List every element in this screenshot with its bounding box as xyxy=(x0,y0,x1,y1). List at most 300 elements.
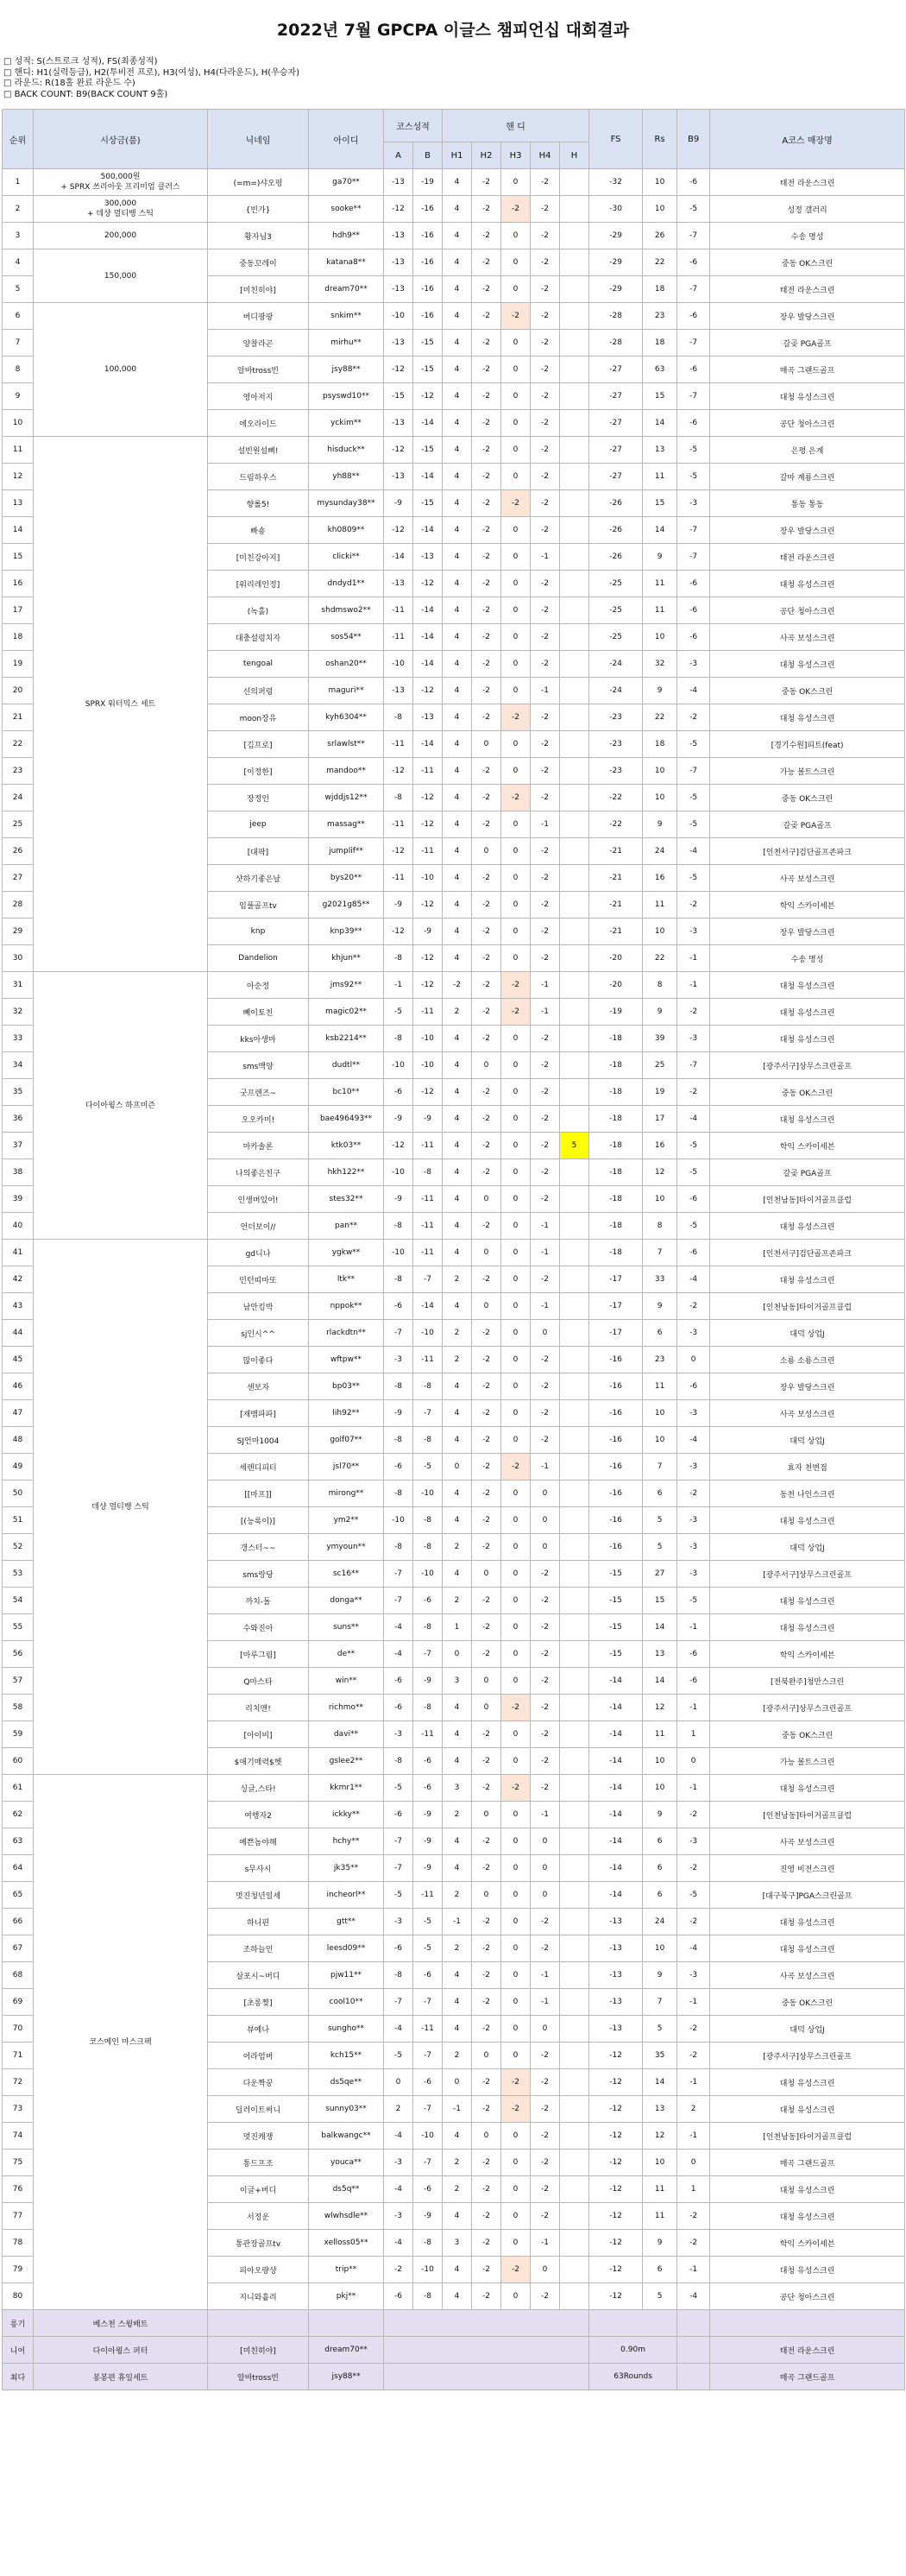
cell-h3: 0 xyxy=(501,865,531,892)
cell-b: -8 xyxy=(413,2230,443,2257)
cell-fs: -17 xyxy=(589,1293,643,1320)
award-store: 태전 라운스크린 xyxy=(710,2337,905,2364)
cell-a: -3 xyxy=(384,1721,413,1748)
cell-b: -14 xyxy=(413,624,443,651)
cell-h2: -2 xyxy=(472,1106,501,1133)
cell-fs: -20 xyxy=(589,972,643,999)
cell-h4: -2 xyxy=(531,1614,560,1641)
cell-rank: 37 xyxy=(3,1133,34,1159)
cell-nickname: 딜러이트써니 xyxy=(208,2096,309,2123)
cell-rank: 15 xyxy=(3,544,34,571)
cell-b9: -3 xyxy=(677,1828,710,1855)
cell-rank: 55 xyxy=(3,1614,34,1641)
cell-nickname: 싱글,스타! xyxy=(208,1775,309,1802)
cell-rs: 10 xyxy=(643,2150,677,2176)
cell-h3: 0 xyxy=(501,1989,531,2016)
cell-h2: -2 xyxy=(472,2016,501,2042)
cell-a: -12 xyxy=(384,357,413,383)
cell-h4: 0 xyxy=(531,1481,560,1507)
cell-h3: 0 xyxy=(501,1802,531,1828)
cell-rank: 66 xyxy=(3,1909,34,1935)
cell-h4: -2 xyxy=(531,704,560,731)
cell-fs: -27 xyxy=(589,437,643,464)
cell-fs: -13 xyxy=(589,1909,643,1935)
cell-nickname: 양찰라곤 xyxy=(208,330,309,357)
cell-store: 학익 스카이세븐 xyxy=(710,2230,905,2257)
cell-b: -11 xyxy=(413,1240,443,1266)
table-row xyxy=(3,169,905,196)
cell-h xyxy=(560,624,589,651)
cell-nickname: {빈가} xyxy=(208,196,309,223)
cell-h1: 4 xyxy=(443,1962,472,1989)
cell-fs: -15 xyxy=(589,1561,643,1588)
cell-h1: -2 xyxy=(443,972,472,999)
cell-h3: 0 xyxy=(501,1159,531,1186)
award-row xyxy=(3,2337,905,2364)
cell-fs: -23 xyxy=(589,731,643,758)
cell-nickname: kks아생마 xyxy=(208,1026,309,1052)
cell-fs: -12 xyxy=(589,2069,643,2096)
cell-h2: -2 xyxy=(472,945,501,972)
cell-a: -10 xyxy=(384,1052,413,1079)
cell-b: -14 xyxy=(413,651,443,678)
cell-h3: 0 xyxy=(501,731,531,758)
cell-h3: 0 xyxy=(501,597,531,624)
award-blank xyxy=(677,2364,710,2390)
cell-store: 학익 스카이세븐 xyxy=(710,892,905,919)
cell-nickname: 예쁜놈야해 xyxy=(208,1828,309,1855)
cell-b: -8 xyxy=(413,1507,443,1534)
cell-a: -7 xyxy=(384,1989,413,2016)
cell-h4: -1 xyxy=(531,1989,560,2016)
cell-h2: -2 xyxy=(472,1534,501,1561)
cell-a: -4 xyxy=(384,1641,413,1668)
cell-b9: -1 xyxy=(677,2257,710,2283)
cell-b: -7 xyxy=(413,1400,443,1427)
cell-fs: -16 xyxy=(589,1534,643,1561)
cell-a: -7 xyxy=(384,1561,413,1588)
cell-h4: -2 xyxy=(531,1159,560,1186)
cell-fs: -14 xyxy=(589,1775,643,1802)
cell-nickname: 언더보이// xyxy=(208,1213,309,1240)
cell-h xyxy=(560,597,589,624)
cell-a: -11 xyxy=(384,731,413,758)
cell-rs: 13 xyxy=(643,2096,677,2123)
cell-h4: 0 xyxy=(531,1320,560,1347)
cell-b9: -6 xyxy=(677,624,710,651)
cell-h1: 4 xyxy=(443,1133,472,1159)
cell-rs: 14 xyxy=(643,410,677,437)
cell-prize: 150,000 xyxy=(34,249,208,303)
cell-id: leesd09** xyxy=(309,1935,384,1962)
cell-a: -9 xyxy=(384,490,413,517)
cell-a: -9 xyxy=(384,892,413,919)
cell-h3: 0 xyxy=(501,1828,531,1855)
cell-a: -10 xyxy=(384,1159,413,1186)
cell-rs: 23 xyxy=(643,303,677,330)
header-prize: 시상금(품) xyxy=(34,110,208,169)
cell-store: 학익 스카이세븐 xyxy=(710,1641,905,1668)
cell-h xyxy=(560,1427,589,1454)
cell-nickname: [김프로] xyxy=(208,731,309,758)
cell-a: -8 xyxy=(384,1266,413,1293)
cell-b: -6 xyxy=(413,2176,443,2203)
cell-id: wjddjs12** xyxy=(309,785,384,811)
cell-b: -16 xyxy=(413,276,443,303)
cell-b: -15 xyxy=(413,357,443,383)
cell-h2: -2 xyxy=(472,1347,501,1373)
cell-nickname: [워리레인정] xyxy=(208,571,309,597)
cell-h3: 0 xyxy=(501,1052,531,1079)
cell-b: -11 xyxy=(413,1186,443,1213)
cell-b9: -2 xyxy=(677,1481,710,1507)
cell-h2: -2 xyxy=(472,1855,501,1882)
cell-id: khjun** xyxy=(309,945,384,972)
cell-h4: -2 xyxy=(531,571,560,597)
cell-nickname: 센보자 xyxy=(208,1373,309,1400)
cell-h2: -2 xyxy=(472,464,501,490)
cell-rank: 65 xyxy=(3,1882,34,1909)
cell-nickname: 지니와흩리 xyxy=(208,2283,309,2310)
cell-a: -15 xyxy=(384,383,413,410)
cell-h3: 0 xyxy=(501,2176,531,2203)
cell-nickname: (=m=)샤오펑 xyxy=(208,169,309,196)
cell-store: 태전 라운스크린 xyxy=(710,544,905,571)
cell-rank: 74 xyxy=(3,2123,34,2150)
cell-rs: 7 xyxy=(643,1989,677,2016)
cell-rank: 69 xyxy=(3,1989,34,2016)
cell-store: 공단 청아스크린 xyxy=(710,2283,905,2310)
cell-b9: -5 xyxy=(677,1159,710,1186)
cell-h2: -2 xyxy=(472,357,501,383)
cell-b9: -6 xyxy=(677,357,710,383)
cell-id: ga70** xyxy=(309,169,384,196)
cell-rs: 9 xyxy=(643,811,677,838)
cell-b9: -2 xyxy=(677,2203,710,2230)
cell-a: -8 xyxy=(384,1481,413,1507)
cell-fs: -32 xyxy=(589,169,643,196)
cell-id: ksb2214** xyxy=(309,1026,384,1052)
cell-a: -12 xyxy=(384,758,413,785)
cell-rs: 6 xyxy=(643,1828,677,1855)
cell-nickname: 황자님3 xyxy=(208,223,309,249)
cell-b: -9 xyxy=(413,919,443,945)
cell-store: 대청 유성스크린 xyxy=(710,2203,905,2230)
cell-id: magic02** xyxy=(309,999,384,1026)
cell-a: -4 xyxy=(384,1614,413,1641)
cell-h xyxy=(560,1989,589,2016)
cell-h3: 0 xyxy=(501,758,531,785)
cell-id: gslee2** xyxy=(309,1748,384,1775)
cell-nickname: sms백양 xyxy=(208,1052,309,1079)
cell-store: 대청 유성스크린 xyxy=(710,651,905,678)
cell-store: [전북완주]청만스크린 xyxy=(710,1668,905,1695)
cell-id: massag** xyxy=(309,811,384,838)
cell-h xyxy=(560,2176,589,2203)
cell-rs: 10 xyxy=(643,919,677,945)
cell-h3: -2 xyxy=(501,2096,531,2123)
cell-h4: -2 xyxy=(531,1641,560,1668)
cell-h2: -2 xyxy=(472,1320,501,1347)
cell-h4: 0 xyxy=(531,2257,560,2283)
cell-store: 매곡 그랜드골프 xyxy=(710,2150,905,2176)
cell-h3: -2 xyxy=(501,1775,531,1802)
cell-b9: -5 xyxy=(677,437,710,464)
cell-h xyxy=(560,1668,589,1695)
cell-rank: 6 xyxy=(3,303,34,330)
cell-nickname: [(능록이)] xyxy=(208,1507,309,1534)
cell-h4: 0 xyxy=(531,2016,560,2042)
cell-id: wlwhsdle** xyxy=(309,2203,384,2230)
cell-h3: 0 xyxy=(501,1534,531,1561)
cell-fs: -14 xyxy=(589,1695,643,1721)
cell-b: -12 xyxy=(413,972,443,999)
cell-h3: -2 xyxy=(501,1695,531,1721)
cell-b9: -2 xyxy=(677,1079,710,1106)
cell-h1: 4 xyxy=(443,303,472,330)
cell-h4: -1 xyxy=(531,972,560,999)
cell-rank: 61 xyxy=(3,1775,34,1802)
cell-nickname: 영아저지 xyxy=(208,383,309,410)
cell-rs: 15 xyxy=(643,490,677,517)
cell-b: -10 xyxy=(413,1561,443,1588)
cell-b: -8 xyxy=(413,1614,443,1641)
cell-id: balkwangc** xyxy=(309,2123,384,2150)
cell-store: [인천남동]타이거골프클럽 xyxy=(710,1186,905,1213)
cell-h4: -2 xyxy=(531,437,560,464)
cell-b: -12 xyxy=(413,811,443,838)
cell-h3: 0 xyxy=(501,1882,531,1909)
cell-h1: 4 xyxy=(443,1159,472,1186)
cell-h xyxy=(560,249,589,276)
cell-store: 대청 유성스크린 xyxy=(710,2257,905,2283)
cell-fs: -24 xyxy=(589,678,643,704)
cell-h2: 0 xyxy=(472,1695,501,1721)
cell-h3: 0 xyxy=(501,1400,531,1427)
cell-h1: 4 xyxy=(443,1106,472,1133)
cell-h2: -2 xyxy=(472,517,501,544)
cell-a: -7 xyxy=(384,1320,413,1347)
cell-h4: 0 xyxy=(531,1534,560,1561)
cell-id: mirong** xyxy=(309,1481,384,1507)
cell-nickname: $애기매력$헷 xyxy=(208,1748,309,1775)
cell-b9: -7 xyxy=(677,1052,710,1079)
cell-a: 2 xyxy=(384,2096,413,2123)
cell-a: -3 xyxy=(384,1347,413,1373)
cell-rs: 13 xyxy=(643,437,677,464)
cell-rank: 8 xyxy=(3,357,34,383)
cell-rs: 10 xyxy=(643,1748,677,1775)
cell-h1: 4 xyxy=(443,437,472,464)
award-store xyxy=(710,2310,905,2337)
cell-h4: -2 xyxy=(531,276,560,303)
cell-h3: 0 xyxy=(501,2150,531,2176)
note-line: □ 핸디: H1(실력등급), H2(투비전 프로), H3(여성), H4(다라운드), H(우승자) xyxy=(3,67,300,78)
cell-b: -7 xyxy=(413,1641,443,1668)
cell-h3: 0 xyxy=(501,410,531,437)
cell-h xyxy=(560,517,589,544)
award-label: 니어 xyxy=(3,2337,34,2364)
cell-rank: 57 xyxy=(3,1668,34,1695)
cell-b9: -3 xyxy=(677,490,710,517)
cell-fs: -27 xyxy=(589,357,643,383)
cell-store: 사곡 보성스크린 xyxy=(710,1400,905,1427)
cell-b: -9 xyxy=(413,1802,443,1828)
cell-prize: 100,000 xyxy=(34,303,208,437)
cell-rank: 48 xyxy=(3,1427,34,1454)
cell-a: -13 xyxy=(384,249,413,276)
cell-id: clicki** xyxy=(309,544,384,571)
cell-b: -5 xyxy=(413,1935,443,1962)
cell-nickname: Q마스타 xyxy=(208,1668,309,1695)
cell-rank: 67 xyxy=(3,1935,34,1962)
cell-fs: -20 xyxy=(589,945,643,972)
cell-h4: -2 xyxy=(531,1427,560,1454)
cell-h1: 4 xyxy=(443,1828,472,1855)
cell-rs: 10 xyxy=(643,1427,677,1454)
cell-id: pjw11** xyxy=(309,1962,384,1989)
cell-nickname: 버디팡팡 xyxy=(208,303,309,330)
cell-store: 대청 유성스크린 xyxy=(710,1935,905,1962)
cell-a: -7 xyxy=(384,1855,413,1882)
cell-rs: 9 xyxy=(643,544,677,571)
cell-id: hisduck** xyxy=(309,437,384,464)
cell-id: dudtl** xyxy=(309,1052,384,1079)
cell-h xyxy=(560,1347,589,1373)
cell-a: -9 xyxy=(384,1106,413,1133)
cell-b: -11 xyxy=(413,999,443,1026)
cell-nickname: 알바tross빈 xyxy=(208,357,309,383)
cell-h3: 0 xyxy=(501,1614,531,1641)
cell-id: stes32** xyxy=(309,1186,384,1213)
cell-fs: -29 xyxy=(589,249,643,276)
cell-h1: 4 xyxy=(443,544,472,571)
cell-rs: 6 xyxy=(643,1855,677,1882)
cell-h4: -2 xyxy=(531,1400,560,1427)
cell-h4: 0 xyxy=(531,1828,560,1855)
cell-h xyxy=(560,2042,589,2069)
cell-h2: -2 xyxy=(472,704,501,731)
cell-h xyxy=(560,357,589,383)
cell-store: 대청 유성스크린 xyxy=(710,1614,905,1641)
cell-rs: 7 xyxy=(643,1240,677,1266)
cell-rs: 35 xyxy=(643,2042,677,2069)
award-blank xyxy=(677,2310,710,2337)
cell-h1: 4 xyxy=(443,464,472,490)
header-h3: H3 xyxy=(501,142,531,169)
cell-rank: 11 xyxy=(3,437,34,464)
cell-id: gtt** xyxy=(309,1909,384,1935)
award-nickname: 알바tross빈 xyxy=(208,2364,309,2390)
cell-fs: -16 xyxy=(589,1454,643,1481)
cell-b9: -6 xyxy=(677,1186,710,1213)
cell-id: kkmr1** xyxy=(309,1775,384,1802)
cell-b9: -5 xyxy=(677,1588,710,1614)
cell-rs: 5 xyxy=(643,1507,677,1534)
cell-h3: 0 xyxy=(501,1320,531,1347)
cell-h xyxy=(560,571,589,597)
cell-fs: -12 xyxy=(589,2283,643,2310)
cell-nickname: 많이좋다 xyxy=(208,1347,309,1373)
cell-b: -7 xyxy=(413,1266,443,1293)
cell-h3: 0 xyxy=(501,1133,531,1159)
cell-h1: 2 xyxy=(443,1266,472,1293)
cell-b9: -3 xyxy=(677,1534,710,1561)
cell-h2: 0 xyxy=(472,1186,501,1213)
cell-a: -6 xyxy=(384,1668,413,1695)
cell-h1: 4 xyxy=(443,1293,472,1320)
award-nickname: [미친히야] xyxy=(208,2337,309,2364)
cell-id: nppok** xyxy=(309,1293,384,1320)
cell-h xyxy=(560,1588,589,1614)
cell-h xyxy=(560,972,589,999)
cell-h3: 0 xyxy=(501,1026,531,1052)
cell-nickname: 통관장골프tv xyxy=(208,2230,309,2257)
cell-store: 대청 유성스크린 xyxy=(710,999,905,1026)
cell-h xyxy=(560,1186,589,1213)
header-b: B xyxy=(413,142,443,169)
cell-h4: -2 xyxy=(531,1721,560,1748)
cell-b: -9 xyxy=(413,1106,443,1133)
cell-b9: -7 xyxy=(677,383,710,410)
cell-b9: -1 xyxy=(677,972,710,999)
cell-nickname: 서정운 xyxy=(208,2203,309,2230)
cell-id: bae496493** xyxy=(309,1106,384,1133)
cell-nickname: [이정한] xyxy=(208,758,309,785)
cell-rs: 24 xyxy=(643,838,677,865)
cell-a: -6 xyxy=(384,2283,413,2310)
cell-fs: -13 xyxy=(589,1962,643,1989)
cell-rank: 14 xyxy=(3,517,34,544)
cell-rank: 75 xyxy=(3,2150,34,2176)
cell-rank: 41 xyxy=(3,1240,34,1266)
cell-h2: -2 xyxy=(472,1962,501,1989)
cell-h3: 0 xyxy=(501,330,531,357)
cell-store: [인천남동]타이거골프클럽 xyxy=(710,1802,905,1828)
cell-h1: 4 xyxy=(443,678,472,704)
cell-h3: 0 xyxy=(501,1561,531,1588)
cell-h2: -2 xyxy=(472,330,501,357)
award-label: 최다 xyxy=(3,2364,34,2390)
cell-b9: -2 xyxy=(677,999,710,1026)
cell-rank: 40 xyxy=(3,1213,34,1240)
cell-a: 0 xyxy=(384,2069,413,2096)
cell-id: ds5qe** xyxy=(309,2069,384,2096)
cell-h4: -2 xyxy=(531,1347,560,1373)
cell-h4: -2 xyxy=(531,517,560,544)
cell-h1: 3 xyxy=(443,1668,472,1695)
cell-fs: -16 xyxy=(589,1427,643,1454)
cell-fs: -29 xyxy=(589,223,643,249)
cell-rs: 8 xyxy=(643,972,677,999)
cell-id: davi** xyxy=(309,1721,384,1748)
cell-nickname: 수와진아 xyxy=(208,1614,309,1641)
cell-h3: 0 xyxy=(501,1347,531,1373)
cell-b: -14 xyxy=(413,1293,443,1320)
award-blank xyxy=(677,2337,710,2364)
cell-rank: 34 xyxy=(3,1052,34,1079)
cell-id: sunny03** xyxy=(309,2096,384,2123)
cell-h xyxy=(560,758,589,785)
cell-nickname: 신의퍼렁 xyxy=(208,678,309,704)
cell-store: [광주서구]상무스크린골프 xyxy=(710,1052,905,1079)
header-a: A xyxy=(384,142,413,169)
cell-rank: 30 xyxy=(3,945,34,972)
cell-b9: -3 xyxy=(677,1454,710,1481)
cell-rs: 10 xyxy=(643,196,677,223)
cell-nickname: 세렌디피티 xyxy=(208,1454,309,1481)
cell-h3: -2 xyxy=(501,490,531,517)
